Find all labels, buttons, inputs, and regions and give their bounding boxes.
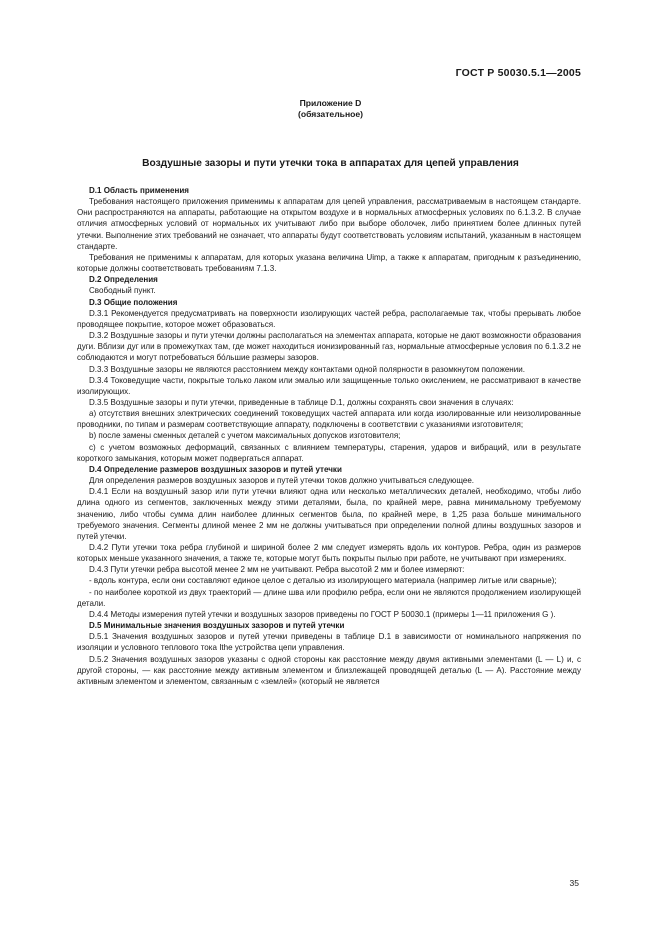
document-code: ГОСТ Р 50030.5.1—2005	[455, 67, 581, 79]
paragraph: Свободный пункт.	[89, 286, 156, 296]
list-item: c) с учетом возможных деформаций, связанных с влиянием температуры, старения, ударов и вибраций, или в результате короткого замыкания, которым может подвергаться аппарат.	[77, 442, 581, 463]
section-heading: D.2 Определения	[89, 275, 158, 285]
paragraph: D.3.4 Токоведущие части, покрытые только лаком или эмалью или защищенные только окислением, не рассматривают в качестве изолирующих.	[77, 375, 581, 396]
paragraph: D.4.3 Пути утечки ребра высотой менее 2 мм не учитывают. Ребра высотой 2 мм и более измеряют:	[89, 565, 465, 575]
annex-body	[77, 185, 581, 687]
annex-status: (обязательное)	[297, 109, 364, 119]
list-item: b) после замены сменных деталей с учетом максимальных допусков изготовителя;	[89, 431, 401, 441]
paragraph: D.3.3 Воздушные зазоры не являются расстоянием между контактами одной полярности в разомкнутом положении.	[89, 364, 525, 374]
list-item: - вдоль контура, если они составляют единое целое с деталью из изолирующего материала (например литые или сварные);	[89, 576, 557, 586]
paragraph: Требования настоящего приложения применимы к аппаратам для цепей управления, рассматриваемым в настоящем стандарте. Они распространяются на аппараты, работающие на открытом воздухе и в нормальных атмосферных условиях по 6.1.3.2. В случае отличия атмосферных условий от нормальных их учитывают либо при выборе оболочек, либо принятием более длинных путей утечки. Выполнение этих требований не означает, что аппараты будут соответствовать условиям испытаний, указанным в настоящем стандарте.	[77, 197, 581, 251]
paragraph: D.5.1 Значения воздушных зазоров и путей утечки приведены в таблице D.1 в зависимости от номинального напряжения по изоляции и условного теплового тока Ithe устройства цепи управления.	[77, 632, 581, 653]
paragraph: D.4.4 Методы измерения путей утечки и воздушных зазоров приведены по ГОСТ Р 50030.1 (примеры 1—11 приложения G ).	[89, 609, 556, 619]
annex-title: Воздушные зазоры и пути утечки тока в аппаратах для цепей управления	[142, 158, 519, 169]
section-heading: D.5 Минимальные значения воздушных зазоров и путей утечки	[89, 621, 345, 631]
paragraph: D.5.2 Значения воздушных зазоров указаны с одной стороны как расстояние между двумя активными элементами (L — L) и, с другой стороны, — как расстояние между активным элементом и близлежащей проводящей деталью (L — A). Расстояние между активным элементом и элементом, связанным с «землей» (который не является	[77, 654, 581, 686]
paragraph: D.4.2 Пути утечки тока ребра глубиной и шириной более 2 мм следует измерять вдоль их контуров. Ребра, один из размеров которых меньше указанного значения, а также те, которые могут быть покрыты пылью при работе, не учитывают при измерениях.	[77, 543, 581, 564]
section-heading: D.4 Определение размеров воздушных зазоров и путей утечки	[89, 464, 342, 474]
paragraph: D.3.5 Воздушные зазоры и пути утечки, приведенные в таблице D.1, должны сохранять свои значения в случаях:	[89, 397, 514, 407]
section-heading: D.3 Общие положения	[89, 297, 178, 307]
section-heading: D.1 Область применения	[89, 186, 189, 195]
paragraph: Для определения размеров воздушных зазоров и путей утечки токов должно учитываться следующее.	[89, 476, 475, 486]
annex-label: Приложение D	[299, 98, 362, 108]
page-number: 35	[569, 878, 579, 888]
paragraph: D.4.1 Если на воздушный зазор или пути утечки влияют одна или несколько металлических деталей, необходимо, чтобы либо длина одного из сегментов, заключенных между этими деталями, была, по крайней мере, равна минимальному требуемому значению, либо чтобы сумма длин наиболее длинных сегментов была, по крайней мере, в 1,25 раза больше минимального требуемого значения. Сегменты длиной менее 2 мм не должны учитываться при определении полной длины воздушных зазоров и путей утечки.	[77, 487, 581, 541]
list-item: а) отсутствия внешних электрических соединений токоведущих частей аппарата или когда изолированные или неизолированные проводники, по типам и размерам соответствующие аппарату, подключены в соответствии с указаниями изготовителя;	[77, 409, 581, 430]
paragraph: Требования не применимы к аппаратам, для которых указана величина Uimp, а также к аппаратам, пригодным к разъединению, которые должны соответствовать требованиям 7.1.3.	[77, 252, 581, 274]
paragraph: D.3.1 Рекомендуется предусматривать на поверхности изолирующих частей ребра, располагаемые так, чтобы прерывать любое проводящее покрытие, которое может образоваться.	[77, 308, 581, 329]
paragraph: D.3.2 Воздушные зазоры и пути утечки должны располагаться на элементах аппарата, которые не дают возможности образования дуги. Вблизи дуг или в промежутках там, где может находиться ионизированный газ, нормальные атмосферные условия по 6.1.3.2 не соблюдаются и могут потребоваться бо́льшие размеры зазоров.	[77, 331, 581, 363]
list-item: - по наиболее короткой из двух траекторий — длине шва или профилю ребра, если они не являются продолжением изолирующей детали.	[77, 587, 581, 608]
